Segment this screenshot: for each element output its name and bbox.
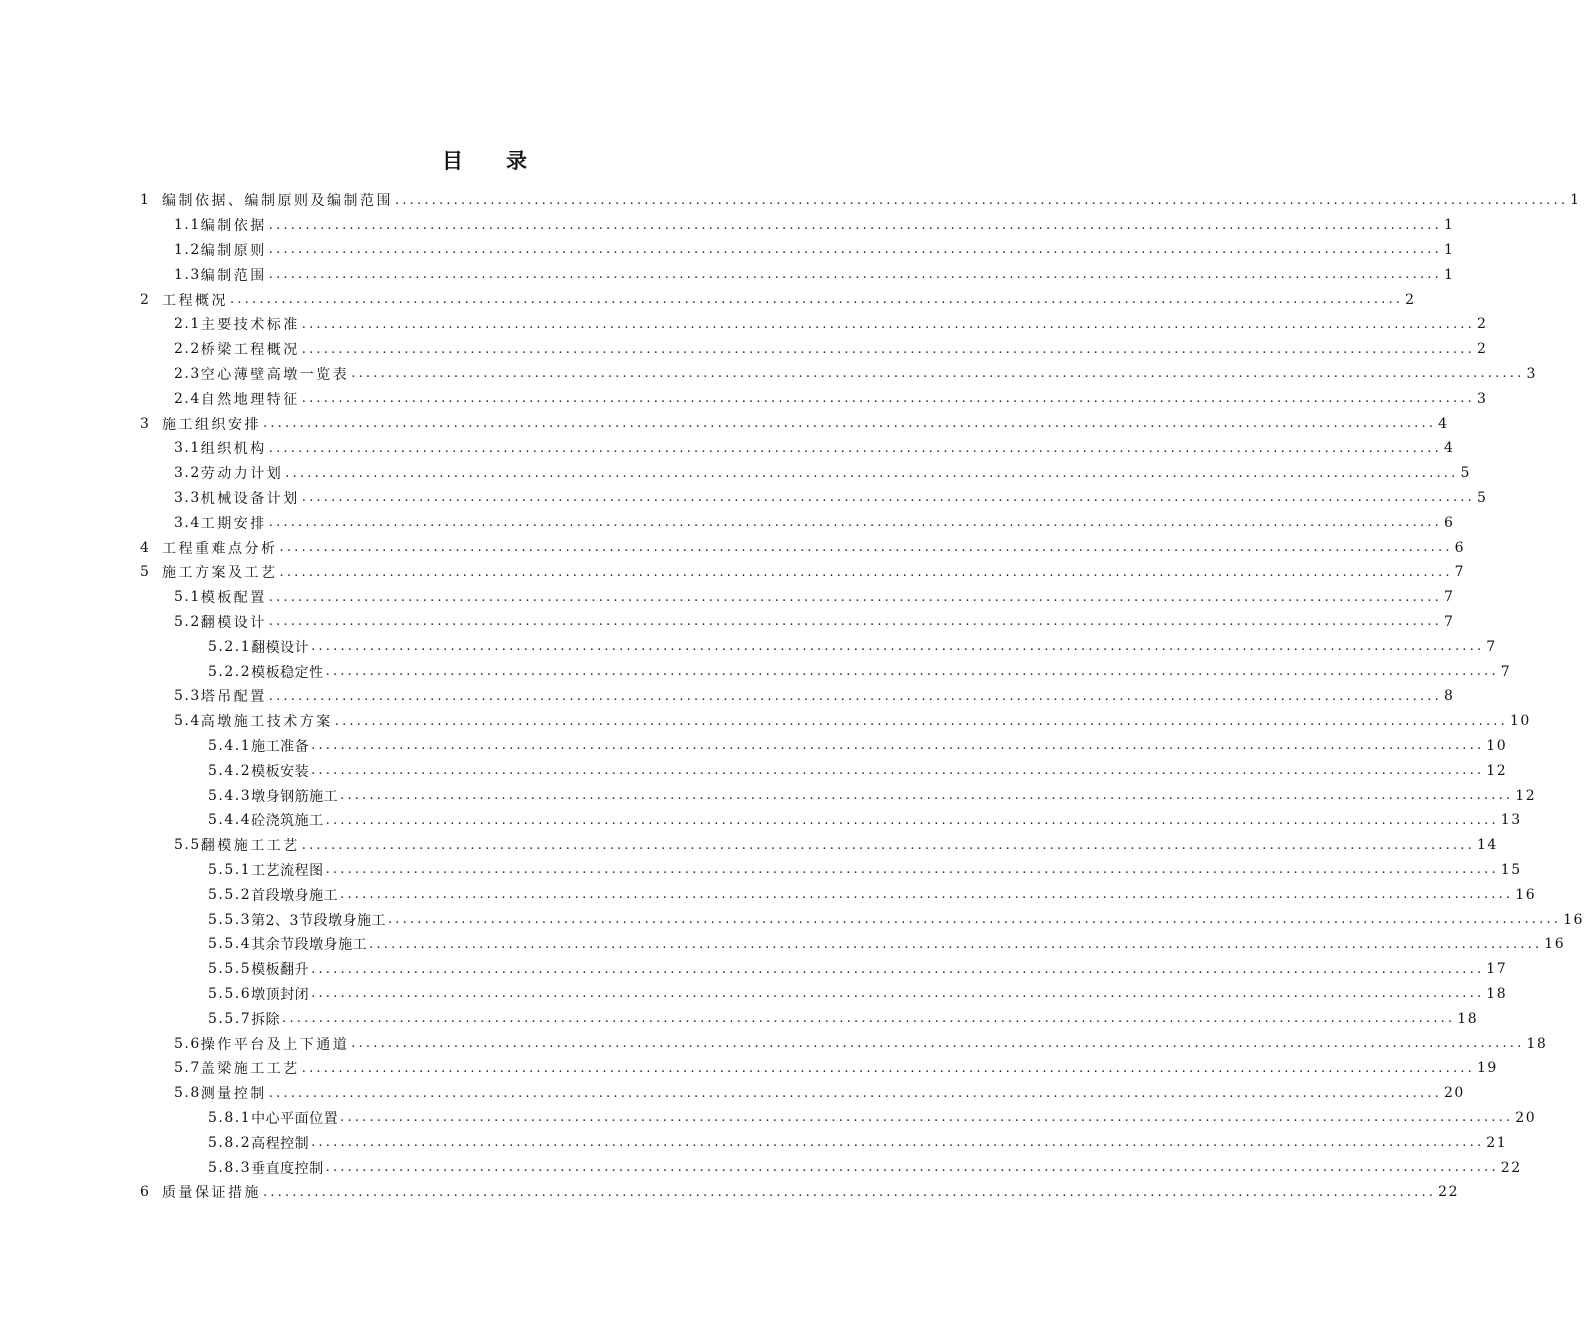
- toc-entry[interactable]: [174, 1081, 1465, 1106]
- toc-entry-number: 3.2: [174, 465, 201, 482]
- toc-entry-number: 1.1: [174, 217, 201, 234]
- toc-entry-page: 1: [1443, 266, 1455, 283]
- toc-entry-page: 2: [1405, 291, 1416, 308]
- toc-entry-number: 2.3: [174, 365, 201, 382]
- toc-entry-page: 18: [1486, 985, 1508, 1002]
- toc-entry[interactable]: [208, 1106, 1537, 1131]
- toc-entry[interactable]: [140, 560, 1466, 585]
- toc-entry-number: 2.4: [174, 390, 201, 407]
- toc-entry-title: 首段墩身施工: [251, 887, 339, 904]
- toc-entry[interactable]: [174, 386, 1488, 411]
- toc-entry-page: 12: [1515, 787, 1537, 804]
- toc-entry-title: 翻模施工工艺: [200, 838, 300, 855]
- toc-leader-dots: ................................................................................................................................................................: [301, 391, 1475, 407]
- toc-entry-number: 5.4.2: [208, 762, 252, 779]
- toc-leader-dots: ................................................................................................................................................................: [301, 490, 1475, 506]
- toc-entry-title: 中心平面位置: [251, 1110, 339, 1127]
- toc-title-char-1: 目: [442, 149, 464, 173]
- toc-entry[interactable]: [140, 1180, 1459, 1205]
- toc-entry-number: 5.2.1: [208, 638, 252, 655]
- toc-entry-page: 21: [1486, 1134, 1508, 1151]
- toc-entry-number: 5.8: [174, 1085, 201, 1102]
- toc-entry[interactable]: [174, 833, 1498, 858]
- toc-leader-dots: ................................................................................................................................................................: [387, 912, 1562, 928]
- toc-leader-dots: ................................................................................................................................................................: [268, 217, 1442, 233]
- toc-entry[interactable]: [174, 585, 1455, 610]
- toc-leader-dots: ................................................................................................................................................................: [351, 366, 1525, 382]
- toc-entry[interactable]: [208, 932, 1566, 957]
- toc-entry[interactable]: [208, 882, 1537, 907]
- toc-entry-title: 垂直度控制: [251, 1160, 324, 1177]
- toc-entry-page: 1: [1443, 217, 1455, 234]
- toc-entry-number: 5.8.2: [208, 1134, 252, 1151]
- toc-entry[interactable]: [140, 411, 1449, 436]
- toc-entry[interactable]: [208, 1130, 1508, 1155]
- toc-entry-title: 塔吊配置: [200, 689, 267, 706]
- toc-entry[interactable]: [208, 1006, 1479, 1031]
- toc-entry-number: 3.1: [174, 440, 201, 457]
- toc-entry-title: 工期安排: [200, 515, 267, 532]
- toc-leader-dots: ................................................................................................................................................................: [301, 837, 1475, 853]
- toc-entry-number: 5.4.1: [208, 737, 252, 754]
- toc-entry[interactable]: [208, 659, 1512, 684]
- toc-entry-title: 测量控制: [200, 1086, 267, 1103]
- toc-entry-title: 墩顶封闭: [251, 986, 310, 1003]
- toc-leader-dots: ................................................................................................................................................................: [395, 192, 1569, 208]
- toc-entry-title: 模板翻升: [251, 962, 310, 979]
- toc-leader-dots: ................................................................................................................................................................: [369, 936, 1543, 952]
- toc-entry[interactable]: [208, 982, 1508, 1007]
- toc-entry-title: 劳动力计划: [200, 466, 284, 483]
- toc-entry-title: 空心薄壁高墩一览表: [200, 366, 350, 383]
- toc-leader-dots: ................................................................................................................................................................: [285, 465, 1459, 481]
- toc-entry-title: 拆除: [251, 1011, 281, 1028]
- toc-leader-dots: ................................................................................................................................................................: [311, 986, 1485, 1002]
- toc-entry-page: 4: [1443, 440, 1455, 457]
- toc-leader-dots: ................................................................................................................................................................: [268, 614, 1442, 630]
- toc-entry-title: 质量保证措施: [162, 1185, 261, 1202]
- toc-entry-page: 15: [1500, 861, 1522, 878]
- toc-leader-dots: ................................................................................................................................................................: [230, 292, 1404, 308]
- toc-entry[interactable]: [140, 287, 1416, 312]
- toc-entry-page: 20: [1515, 1109, 1537, 1126]
- toc-entry-title: 组织机构: [200, 441, 267, 458]
- toc-leader-dots: ................................................................................................................................................................: [311, 763, 1485, 779]
- toc-title: [0, 145, 970, 175]
- toc-entry[interactable]: [174, 510, 1455, 535]
- toc-entry-title: 其余节段墩身施工: [251, 937, 368, 954]
- toc-entry-page: 16: [1563, 911, 1584, 928]
- toc-entry-page: 7: [1443, 589, 1455, 606]
- toc-entry[interactable]: [208, 907, 1584, 932]
- toc-entry[interactable]: [174, 262, 1455, 287]
- toc-entry-number: 5: [140, 564, 151, 581]
- toc-leader-dots: ................................................................................................................................................................: [279, 540, 1453, 556]
- toc-entry-number: 5.8.3: [208, 1159, 252, 1176]
- toc-entry-page: 17: [1486, 961, 1508, 978]
- toc-entry-number: 2.1: [174, 316, 201, 333]
- toc-entry-title: 编制依据: [200, 218, 267, 235]
- toc-title-char-2: 录: [506, 149, 528, 173]
- toc-entry-title: 自然地理特征: [200, 391, 300, 408]
- toc-entry-number: 2: [140, 291, 151, 308]
- toc-entry-number: 5.5.4: [208, 936, 252, 953]
- toc-leader-dots: ................................................................................................................................................................: [325, 664, 1499, 680]
- toc-entry-page: 16: [1544, 936, 1566, 953]
- toc-entry-page: 7: [1454, 564, 1466, 581]
- toc-entry[interactable]: [174, 610, 1455, 635]
- toc-leader-dots: ................................................................................................................................................................: [263, 1184, 1437, 1200]
- toc-entry[interactable]: [174, 362, 1537, 387]
- toc-entry-page: 8: [1443, 688, 1455, 705]
- toc-entry-number: 5.7: [174, 1060, 201, 1077]
- toc-entry-number: 5.4: [174, 713, 201, 730]
- toc-entry-number: 5.2.2: [208, 663, 252, 680]
- toc-entry-title: 施工准备: [251, 738, 310, 755]
- toc-leader-dots: ................................................................................................................................................................: [340, 788, 1514, 804]
- toc-entry-title: 桥梁工程概况: [200, 342, 300, 359]
- toc-entry-page: 18: [1457, 1010, 1479, 1027]
- toc-entry-page: 10: [1509, 713, 1531, 730]
- toc-entry-title: 模板配置: [200, 590, 267, 607]
- toc-entry-page: 7: [1486, 638, 1497, 655]
- toc-leader-dots: ................................................................................................................................................................: [279, 564, 1453, 580]
- toc-entry-page: 1: [1443, 241, 1455, 258]
- toc-entry[interactable]: [174, 461, 1471, 486]
- toc-entry[interactable]: [174, 436, 1455, 461]
- toc-entry-title: 施工方案及工艺: [162, 565, 278, 582]
- toc-entry-page: 5: [1460, 465, 1471, 482]
- toc-entry[interactable]: [140, 188, 1581, 213]
- toc-entry-number: 5.5: [174, 837, 201, 854]
- toc-entry-page: 6: [1443, 514, 1455, 531]
- toc-entry-number: 3: [140, 415, 151, 432]
- toc-entry-number: 4: [140, 539, 151, 556]
- toc-entry[interactable]: [208, 808, 1522, 833]
- toc-entry-title: 翻模设计: [200, 614, 267, 631]
- toc-entry[interactable]: [174, 709, 1531, 734]
- toc-entry[interactable]: [174, 1031, 1548, 1056]
- toc-entry-number: 5.4.3: [208, 787, 252, 804]
- toc-leader-dots: ................................................................................................................................................................: [301, 341, 1475, 357]
- toc-entry-title: 墩身钢筋施工: [251, 788, 339, 805]
- toc-entry-title: 模板安装: [251, 763, 310, 780]
- toc-entry-title: 施工组织安排: [162, 416, 261, 433]
- toc-entry-number: 5.8.1: [208, 1109, 252, 1126]
- toc-entry-number: 5.4.4: [208, 812, 252, 829]
- toc-entry-number: 1.3: [174, 266, 201, 283]
- toc-entry-title: 高程控制: [251, 1135, 310, 1152]
- toc-entry-page: 1: [1570, 192, 1581, 209]
- toc-entry-page: 16: [1515, 886, 1537, 903]
- toc-entry[interactable]: [208, 957, 1508, 982]
- toc-leader-dots: ................................................................................................................................................................: [268, 1085, 1442, 1101]
- toc-entry[interactable]: [174, 684, 1455, 709]
- toc-leader-dots: ................................................................................................................................................................: [311, 738, 1485, 754]
- toc-entry[interactable]: [208, 1155, 1522, 1180]
- toc-entry-title: 操作平台及上下通道: [200, 1036, 350, 1053]
- toc-entry-title: 模板稳定性: [251, 664, 324, 681]
- toc-leader-dots: ................................................................................................................................................................: [301, 1060, 1475, 1076]
- toc-entry-number: 5.5.2: [208, 886, 252, 903]
- toc-entry-title: 高墩施工技术方案: [200, 714, 333, 731]
- toc-leader-dots: ................................................................................................................................................................: [268, 589, 1442, 605]
- toc-entry[interactable]: [174, 1056, 1498, 1081]
- toc-entry-title: 编制依据、编制原则及编制范围: [162, 193, 393, 210]
- toc-entry-number: 5.1: [174, 589, 201, 606]
- toc-entry-page: 7: [1443, 613, 1455, 630]
- toc-entry-number: 5.5.3: [208, 911, 252, 928]
- toc-leader-dots: ................................................................................................................................................................: [351, 1036, 1525, 1052]
- toc-entry-page: 22: [1500, 1159, 1522, 1176]
- toc-entry[interactable]: [208, 858, 1522, 883]
- toc-entry-page: 20: [1443, 1085, 1465, 1102]
- toc-entry-page: 3: [1526, 365, 1537, 382]
- toc-entry[interactable]: [208, 634, 1497, 659]
- toc-entry-title: 第2、3节段墩身施工: [251, 912, 386, 929]
- toc-entry-page: 2: [1476, 341, 1488, 358]
- toc-leader-dots: ................................................................................................................................................................: [340, 887, 1514, 903]
- toc-entry-number: 6: [140, 1184, 151, 1201]
- toc-entry-page: 10: [1486, 737, 1508, 754]
- toc-leader-dots: ................................................................................................................................................................: [263, 416, 1437, 432]
- toc-leader-dots: ................................................................................................................................................................: [268, 267, 1442, 283]
- toc-entry-number: 3.3: [174, 489, 201, 506]
- toc-entry[interactable]: [174, 238, 1455, 263]
- toc-leader-dots: ................................................................................................................................................................: [325, 862, 1499, 878]
- toc-entry-page: 3: [1476, 390, 1488, 407]
- toc-leader-dots: ................................................................................................................................................................: [268, 515, 1442, 531]
- toc-entry-number: 5.5.7: [208, 1010, 252, 1027]
- toc-entry-title: 砼浇筑施工: [251, 813, 324, 830]
- toc-entry-title: 机械设备计划: [200, 490, 300, 507]
- toc-entry[interactable]: [208, 783, 1537, 808]
- toc-entry-number: 5.6: [174, 1035, 201, 1052]
- toc-entry[interactable]: [174, 213, 1455, 238]
- toc-entry-page: 13: [1500, 812, 1522, 829]
- toc-leader-dots: ................................................................................................................................................................: [334, 713, 1508, 729]
- toc-entry[interactable]: [208, 758, 1508, 783]
- toc-entry-number: 2.2: [174, 341, 201, 358]
- toc-entry-number: 5.5.6: [208, 985, 252, 1002]
- toc-entry-page: 14: [1476, 837, 1498, 854]
- toc-leader-dots: ................................................................................................................................................................: [282, 1011, 1456, 1027]
- toc-leader-dots: ................................................................................................................................................................: [311, 961, 1485, 977]
- toc-entry-page: 19: [1476, 1060, 1498, 1077]
- toc-entry-title: 主要技术标准: [200, 317, 300, 334]
- toc-leader-dots: ................................................................................................................................................................: [268, 440, 1442, 456]
- toc-entry-page: 12: [1486, 762, 1508, 779]
- toc-leader-dots: ................................................................................................................................................................: [325, 812, 1499, 828]
- toc-entry-number: 3.4: [174, 514, 201, 531]
- toc-entry[interactable]: [174, 337, 1488, 362]
- toc-leader-dots: ................................................................................................................................................................: [268, 688, 1442, 704]
- toc-entry-title: 编制原则: [200, 242, 267, 259]
- toc-leader-dots: ................................................................................................................................................................: [325, 1160, 1499, 1176]
- toc-leader-dots: ................................................................................................................................................................: [301, 316, 1475, 332]
- toc-leader-dots: ................................................................................................................................................................: [268, 242, 1442, 258]
- toc-entry-title: 工程重难点分析: [162, 540, 278, 557]
- toc-entry[interactable]: [208, 734, 1508, 759]
- toc-entry[interactable]: [174, 312, 1488, 337]
- toc-entry[interactable]: [140, 535, 1466, 560]
- toc-entry-page: 18: [1526, 1035, 1548, 1052]
- toc-entry[interactable]: [174, 486, 1488, 511]
- toc-entry-page: 7: [1500, 663, 1512, 680]
- toc-entry-title: 翻模设计: [251, 639, 310, 656]
- toc-leader-dots: ................................................................................................................................................................: [340, 1110, 1514, 1126]
- toc-entry-number: 5.5.5: [208, 961, 252, 978]
- toc-entry-title: 盖梁施工工艺: [200, 1061, 300, 1078]
- toc-leader-dots: ................................................................................................................................................................: [311, 1135, 1485, 1151]
- toc-entry-page: 5: [1476, 489, 1488, 506]
- toc-entry-number: 5.5.1: [208, 861, 252, 878]
- toc-entry-number: 5.3: [174, 688, 201, 705]
- toc-entry-page: 22: [1438, 1184, 1459, 1201]
- toc-entry-title: 编制范围: [200, 267, 267, 284]
- toc-entry-page: 4: [1438, 415, 1449, 432]
- toc-leader-dots: ................................................................................................................................................................: [311, 639, 1485, 655]
- toc-entry-page: 6: [1454, 539, 1466, 556]
- toc-entry-title: 工艺流程图: [251, 862, 324, 879]
- toc-entry-page: 2: [1476, 316, 1488, 333]
- toc-entry-number: 1: [140, 192, 151, 209]
- toc-entry-number: 1.2: [174, 241, 201, 258]
- toc-entry-number: 5.2: [174, 613, 201, 630]
- toc-entry-title: 工程概况: [162, 292, 228, 309]
